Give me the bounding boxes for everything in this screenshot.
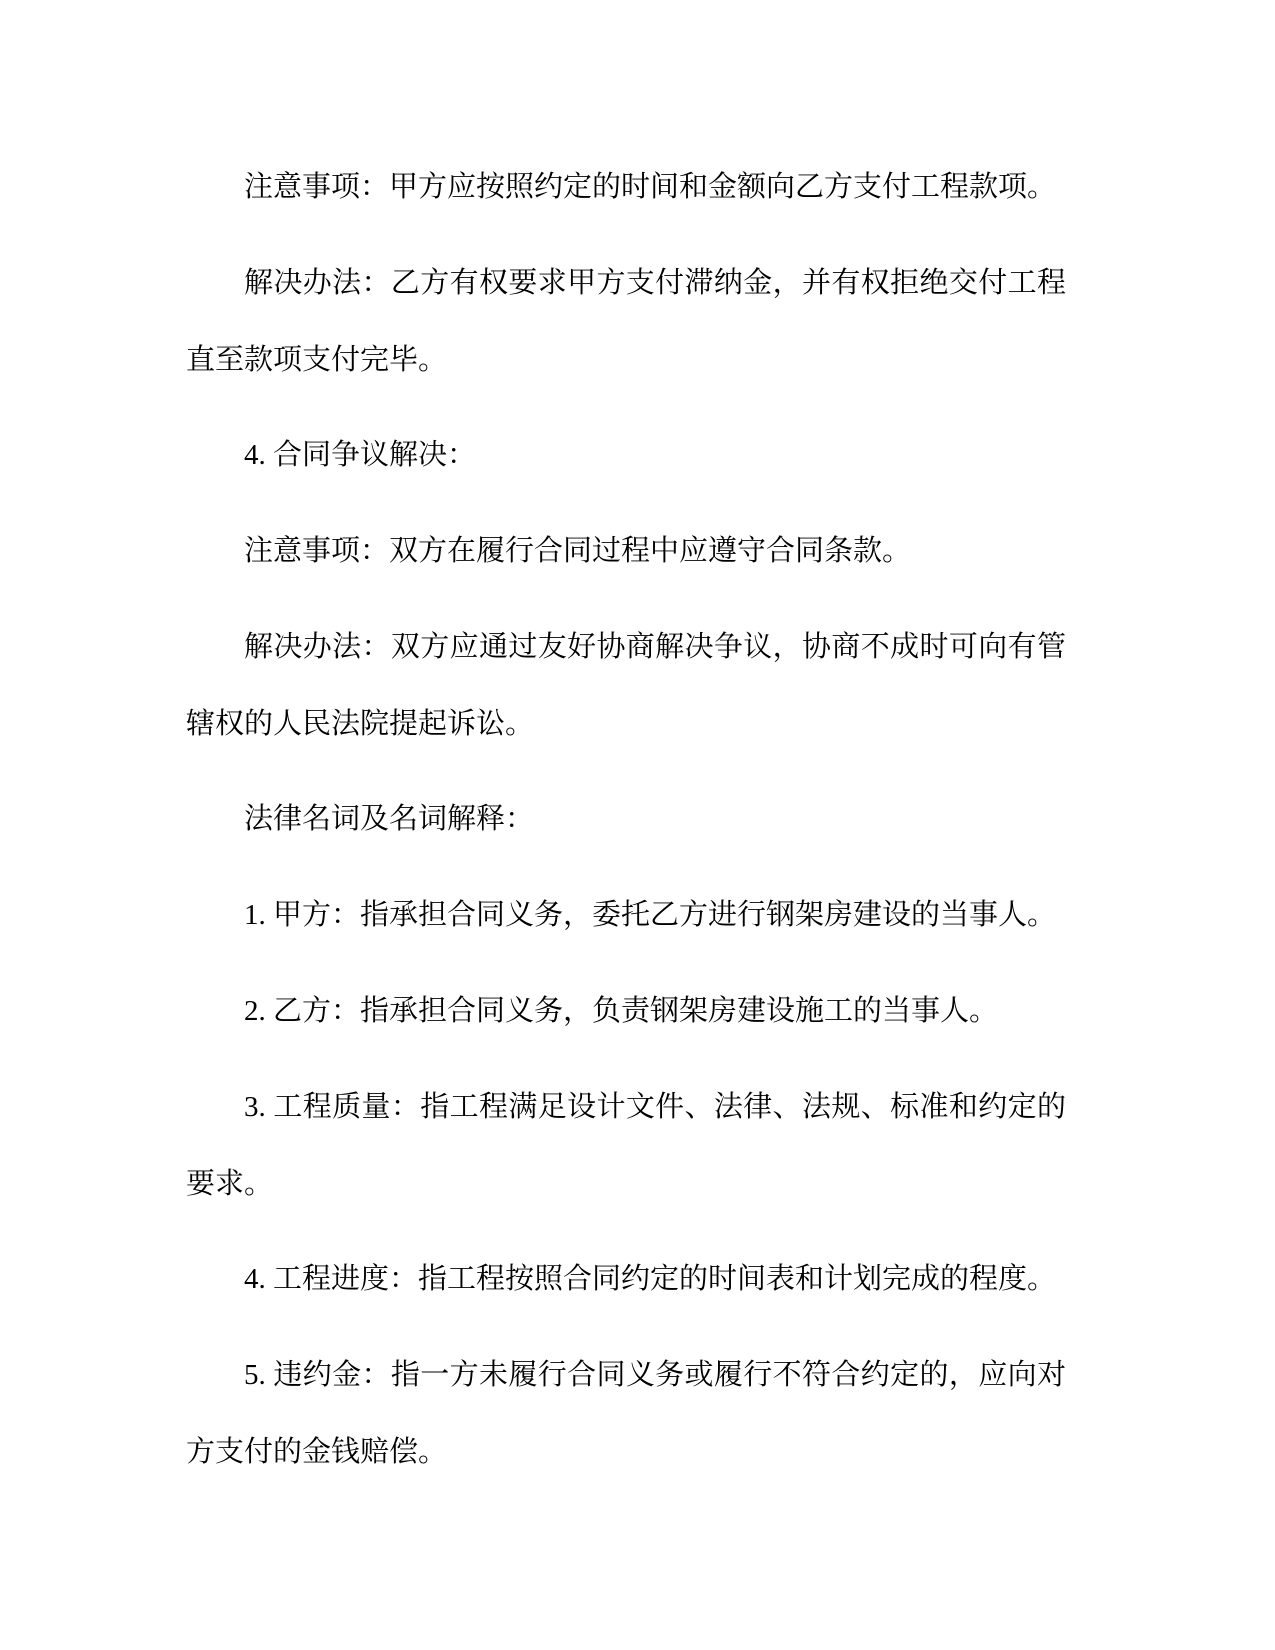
glossary-item-progress: 4. 工程进度：指工程按照合同约定的时间表和计划完成的程度。 — [244, 1261, 1057, 1295]
paragraph-payment-notice: 注意事项：甲方应按照约定的时间和金额向乙方支付工程款项。 — [244, 169, 1057, 203]
paragraph-dispute-notice: 注意事项：双方在履行合同过程中应遵守合同条款。 — [244, 533, 912, 567]
section-heading-glossary: 法律名词及名词解释： — [244, 801, 535, 835]
section-heading-dispute: 4. 合同争议解决： — [244, 437, 477, 471]
paragraph-payment-solution: 解决办法：乙方有权要求甲方支付滞纳金，并有权拒绝交付工程直至款项支付完毕。 — [186, 265, 1066, 376]
glossary-item-quality: 3. 工程质量：指工程满足设计文件、法律、法规、标准和约定的要求。 — [186, 1089, 1066, 1200]
glossary-item-party-b: 2. 乙方：指承担合同义务，负责钢架房建设施工的当事人。 — [244, 993, 999, 1027]
glossary-item-penalty: 5. 违约金：指一方未履行合同义务或履行不符合约定的，应向对方支付的金钱赔偿。 — [186, 1357, 1066, 1468]
glossary-item-party-a: 1. 甲方：指承担合同义务，委托乙方进行钢架房建设的当事人。 — [244, 897, 1057, 931]
paragraph-dispute-solution: 解决办法：双方应通过友好协商解决争议，协商不成时可向有管辖权的人民法院提起诉讼。 — [186, 629, 1066, 740]
document-body — [186, 148, 1066, 1508]
